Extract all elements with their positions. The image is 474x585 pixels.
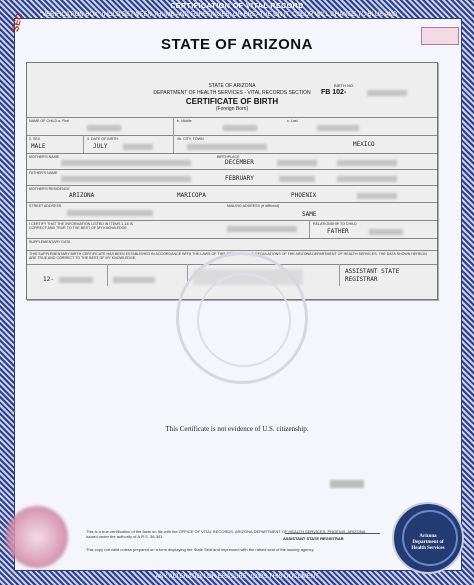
divider: [83, 135, 84, 153]
registrar-title-1: ASSISTANT STATE: [345, 268, 400, 275]
supplementary-label: SUPPLEMENTARY DATA: [29, 240, 71, 244]
redacted-child-first: [87, 125, 121, 131]
mailing-value: SAME: [302, 211, 317, 218]
sex-value: MALE: [31, 143, 46, 150]
row-statement: [27, 250, 437, 251]
logo-line-1: Arizona: [419, 534, 437, 539]
state-title: STATE OF ARIZONA: [161, 36, 313, 53]
security-mark: SEC: [10, 12, 25, 33]
month-value: JULY: [93, 143, 108, 150]
row-birth: [27, 135, 437, 136]
registrar-signature-line: [285, 533, 380, 534]
child-middle-label: b. Middle: [177, 119, 192, 123]
row-child-name: [27, 117, 437, 118]
redacted-birth-no: [367, 90, 407, 96]
verification-instructions: "VERIFICATION BOX" (HOLD BETWEEN THUMB AND FOREFINGER, OR BREATHE ON IT. COLOR WILL CHANGE TO BLUE AND: [40, 12, 398, 18]
residence-state: ARIZONA: [69, 192, 95, 199]
redacted-father-birthplace: [337, 176, 397, 182]
redacted-mother-dob: [277, 160, 317, 166]
divider: [173, 117, 174, 153]
seal-inner-ring: [197, 273, 291, 367]
form-header-dept: DEPARTMENT OF HEALTH SERVICES - VITAL RECORDS SECTION: [153, 90, 311, 96]
residence-label: MOTHER'S RESIDENCE: [29, 187, 70, 191]
redacted-mother-birthplace: [337, 160, 397, 166]
banner-title: CERTIFICATION OF VITAL RECORD: [170, 3, 304, 10]
redacted-serial: [330, 480, 364, 488]
certification-text: This is a true certification of the facts on file with the OFFICE OF VITAL RECORDS, ARIZONA DEPARTMENT OF HEALTH SERVICES, PHOENIX, ARIZONA issued under the authority of A.R.S. 36-341: [86, 529, 366, 539]
redacted-mother-name: [61, 160, 191, 166]
father-label: FATHER'S NAME: [29, 171, 58, 175]
residence-county: MARICOPA: [177, 192, 206, 199]
registrar-title-2: REGISTRAR: [345, 276, 378, 283]
redacted-informant-signature: [227, 226, 297, 232]
redacted-street: [67, 210, 153, 216]
sex-label: 2. SEX: [29, 137, 41, 141]
form-title: CERTIFICATE OF BIRTH: [185, 97, 279, 106]
row-mother: [27, 153, 437, 154]
mother-label: MOTHER'S NAME: [29, 155, 60, 159]
mailing-label: MAILING ADDRESS (if different): [227, 204, 280, 208]
redacted-date-filed: [59, 277, 93, 283]
row-informant: [27, 220, 437, 221]
redacted-father-name: [61, 176, 191, 182]
banner-bottom: ANY ALTERATION OR ERASURE VOIDS THIS DOCUMENT: [155, 574, 319, 580]
logo-text: [394, 534, 462, 552]
logo-line-2: Department of: [412, 540, 444, 545]
state-seal-watermark: [176, 252, 308, 384]
row-supplementary: [27, 238, 437, 239]
redacted-day-year: [123, 144, 153, 150]
mother-born-label: BIRTHPLACE: [217, 155, 240, 159]
row-street: [27, 202, 437, 203]
redacted-residence-zip: [357, 193, 397, 199]
divider: [339, 264, 340, 286]
country-value: MEXICO: [353, 141, 375, 148]
validity-text: This copy not valid unless prepared on a form displaying the State Seal and impressed with the raised seal of the issuing agency.: [86, 547, 315, 552]
birth-no-label: BIRTH NO.: [334, 83, 355, 88]
row-father: [27, 169, 437, 170]
pob-label: 4b. CITY, TOWN: [177, 137, 204, 141]
child-last-label: c. Last: [287, 119, 298, 123]
relationship-label: RELATIONSHIP TO CHILD: [313, 222, 357, 226]
issuing-stamp: [6, 506, 68, 568]
redacted-date-issued: [113, 277, 155, 283]
divider: [107, 264, 108, 286]
mother-birth-month: DECEMBER: [225, 159, 254, 166]
relationship-value: FATHER: [327, 228, 349, 235]
form-header-state: STATE OF ARIZONA: [208, 83, 256, 89]
redacted-birthplace: [187, 144, 267, 150]
date-filed: 12-: [43, 276, 54, 283]
registrar-label: ASSISTANT STATE REGISTRAR: [283, 536, 344, 541]
row-residence: [27, 185, 437, 186]
street-label: STREET ADDRESS: [29, 204, 62, 208]
birth-no: FB 102-: [321, 89, 347, 96]
form-subtitle: (Foreign Born): [215, 106, 249, 112]
redacted-child-middle: [223, 125, 257, 131]
citizenship-note: This Certificate is not evidence of U.S. citizenship.: [165, 425, 309, 433]
statement-text: THIS SUPPLEMENTARY BIRTH CERTIFICATE HAS BEEN ESTABLISHED IN ACCORDANCE WITH THE LAWS OF THIS STATE AND THE REGULATIONS OF THE ARIZONA DEPARTMENT OF HEALTH SERVICES. THE DATA SHOWN HEREON ARE TRUE AND CORRECT TO THE BEST OF MY KNOWLEDGE.: [29, 252, 427, 261]
adhs-logo: [392, 502, 464, 574]
divider: [309, 220, 310, 238]
father-birth-month: FEBRUARY: [225, 175, 254, 182]
dob-label: 3. DATE OF BIRTH: [87, 137, 119, 141]
redacted-child-last: [317, 125, 359, 131]
child-name-label: NAME OF CHILD a. First: [29, 119, 70, 123]
residence-city: PHOENIX: [291, 192, 317, 199]
redacted-informant-date: [369, 229, 403, 235]
informant-label: I CERTIFY THAT THE INFORMATION LISTED IN ITEMS 1-16 IS CORRECT AND TRUE TO THE BEST OF MY KNOWLEDGE: [29, 222, 133, 230]
logo-line-3: Health Services: [411, 546, 445, 551]
redacted-father-dob: [279, 176, 315, 182]
